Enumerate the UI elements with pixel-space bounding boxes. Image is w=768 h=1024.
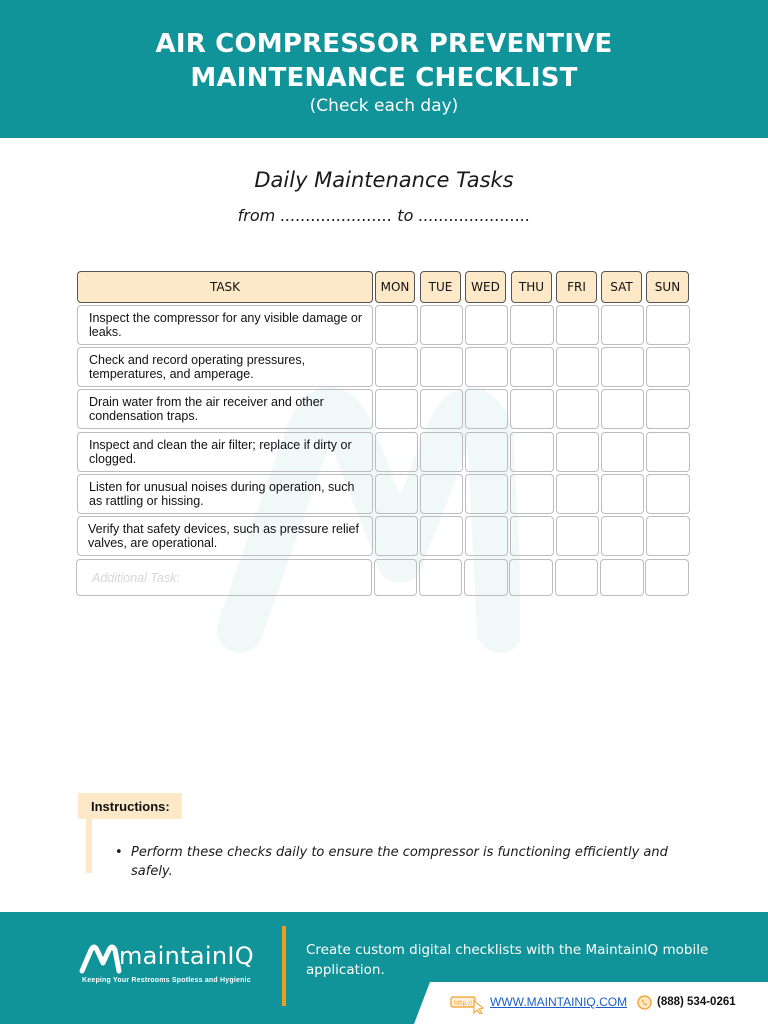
check-cell-tue[interactable] — [420, 516, 463, 556]
check-cell-tue[interactable] — [420, 305, 463, 345]
check-cell-wed[interactable] — [465, 347, 508, 387]
check-cell-mon[interactable] — [375, 432, 418, 472]
website-link[interactable]: WWW.MAINTAINIQ.COM — [490, 995, 628, 1009]
check-cell-fri[interactable] — [556, 389, 599, 429]
check-cell-wed[interactable] — [465, 474, 508, 514]
instructions-accent-bar — [86, 819, 92, 873]
check-cell-thu[interactable] — [509, 559, 553, 596]
additional-task-input[interactable] — [76, 559, 372, 596]
task-text: Inspect and clean the air filter; replace if dirty or clogged. — [77, 432, 373, 472]
check-cell-fri[interactable] — [556, 516, 599, 556]
check-cell-tue[interactable] — [419, 559, 462, 596]
check-cell-thu[interactable] — [510, 305, 554, 345]
task-text: Check and record operating pressures, temperatures, and amperage. — [77, 347, 373, 387]
check-cell-sat[interactable] — [600, 559, 644, 596]
brand-name: maintainIQ — [119, 942, 254, 970]
check-cell-sun[interactable] — [646, 516, 690, 556]
day-header-mon: MON — [375, 271, 415, 303]
check-cell-sat[interactable] — [601, 474, 644, 514]
check-cell-fri[interactable] — [556, 305, 599, 345]
check-cell-sun[interactable] — [646, 389, 690, 429]
brand-tagline: Keeping Your Restrooms Spotless and Hygienic — [82, 977, 251, 984]
check-cell-fri[interactable] — [556, 432, 599, 472]
section-title: Daily Maintenance Tasks — [254, 168, 514, 192]
check-cell-sat[interactable] — [601, 305, 644, 345]
task-text: Verify that safety devices, such as pressure relief valves, are operational. — [77, 516, 373, 556]
task-text: Inspect the compressor for any visible damage or leaks. — [77, 305, 373, 345]
check-cell-sun[interactable] — [645, 559, 689, 596]
instruction-item: Perform these checks daily to ensure the compressor is functioning efficiently and safely. — [131, 845, 668, 879]
day-header-wed: WED — [465, 271, 506, 303]
day-header-tue: TUE — [420, 271, 461, 303]
check-cell-mon[interactable] — [375, 389, 418, 429]
check-cell-tue[interactable] — [420, 389, 463, 429]
http-cursor-icon — [450, 994, 486, 1014]
http-label: http:// — [454, 1000, 473, 1007]
check-cell-sun[interactable] — [646, 305, 690, 345]
title-line-1: AIR COMPRESSOR PREVENTIVE — [155, 29, 613, 59]
check-cell-tue[interactable] — [420, 432, 463, 472]
check-cell-mon[interactable] — [375, 305, 418, 345]
check-cell-fri[interactable] — [555, 559, 598, 596]
check-cell-mon[interactable] — [375, 347, 418, 387]
check-cell-fri[interactable] — [556, 347, 599, 387]
date-range-line: from ...................... to ...................... — [237, 206, 531, 225]
check-cell-thu[interactable] — [510, 474, 554, 514]
task-column-header: TASK — [77, 271, 373, 303]
check-cell-sat[interactable] — [601, 389, 644, 429]
footer-divider — [282, 926, 286, 1006]
check-cell-tue[interactable] — [420, 474, 463, 514]
header-subtitle: (Check each day) — [309, 96, 459, 116]
instructions-list — [115, 843, 675, 881]
task-text: Drain water from the air receiver and other condensation traps. — [77, 389, 373, 429]
instructions-label: Instructions: — [78, 793, 182, 819]
check-cell-wed[interactable] — [465, 516, 508, 556]
day-header-sun: SUN — [646, 271, 689, 303]
check-cell-wed[interactable] — [464, 559, 508, 596]
day-header-sat: SAT — [601, 271, 642, 303]
check-cell-sat[interactable] — [601, 432, 644, 472]
check-cell-mon[interactable] — [375, 516, 418, 556]
day-header-thu: THU — [511, 271, 552, 303]
check-cell-sun[interactable] — [646, 474, 690, 514]
check-cell-thu[interactable] — [510, 347, 554, 387]
bullet-icon: • — [115, 845, 123, 860]
check-cell-wed[interactable] — [465, 389, 508, 429]
check-cell-wed[interactable] — [465, 305, 508, 345]
check-cell-thu[interactable] — [510, 432, 554, 472]
title-line-2: MAINTENANCE CHECKLIST — [190, 63, 578, 93]
check-cell-sat[interactable] — [601, 347, 644, 387]
check-cell-sat[interactable] — [601, 516, 644, 556]
check-cell-thu[interactable] — [510, 389, 554, 429]
phone-icon — [637, 995, 652, 1010]
check-cell-sun[interactable] — [646, 432, 690, 472]
page-header — [0, 0, 768, 138]
task-text: Listen for unusual noises during operation, such as rattling or hissing. — [77, 474, 373, 514]
additional-task-placeholder: Additional Task: — [92, 570, 180, 585]
day-header-fri: FRI — [556, 271, 597, 303]
check-cell-thu[interactable] — [510, 516, 554, 556]
check-cell-mon[interactable] — [374, 559, 417, 596]
check-cell-fri[interactable] — [556, 474, 599, 514]
check-cell-sun[interactable] — [646, 347, 690, 387]
phone-number: (888) 534-0261 — [657, 996, 736, 1008]
check-cell-tue[interactable] — [420, 347, 463, 387]
check-cell-wed[interactable] — [465, 432, 508, 472]
footer-promo-text: Create custom digital checklists with the MaintainIQ mobile application. — [306, 942, 709, 978]
check-cell-mon[interactable] — [375, 474, 418, 514]
